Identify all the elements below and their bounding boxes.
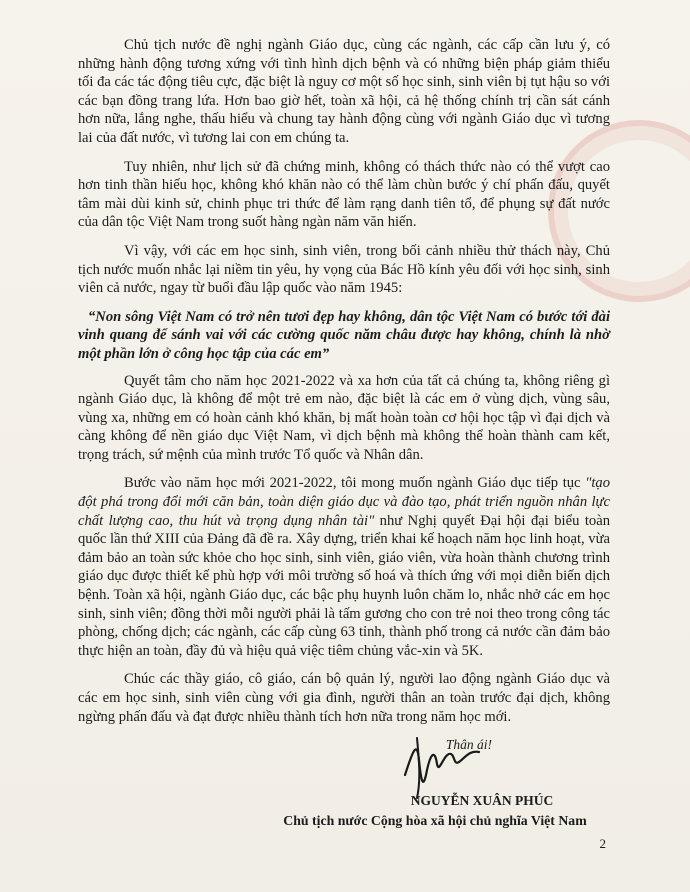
paragraph-6: Chúc các thầy giáo, cô giáo, cán bộ quản lý, người lao động ngành Giáo dục và các em học sinh, sinh viên cùng với gia đình, người thân an toàn trước đại dịch, không ngừng phấn đấu và đạt được nhiều thành tích hơn nữa trong năm học mới.: [78, 671, 610, 725]
paragraph-1: Chủ tịch nước đề nghị ngành Giáo dục, cùng các ngành, các cấp cần lưu ý, có những hành động tương xứng với tình hình dịch bệnh và có những biện pháp giảm thiểu tối đa các tác động tiêu cực, đặc biệt là nguy cơ một số học sinh, sinh viên bị tụt hậu so với các bạn đồng trang lứa. Hơn bao giờ hết, toàn xã hội, cả hệ thống chính trị cần sát cánh hơn nữa, lắng nghe, thấu hiểu và chung tay hành động cùng với ngành Giáo dục vì tương lai của đất nước, vì tương lai con em chúng ta.: [78, 37, 610, 146]
paragraph-5-intro: Bước vào năm học mới 2021-2022, tôi mong muốn ngành Giáo dục tiếp tục: [124, 475, 586, 492]
page-number: 2: [599, 836, 606, 851]
closing-greeting: Thân ái!: [445, 737, 492, 753]
handwritten-signature: [395, 730, 485, 800]
paragraph-5: [78, 474, 610, 660]
resolution-quote: "tạo đột phá trong đổi mới căn bản, toàn diện giáo dục và đào tạo, phát triển nguồn nhân lực chất lượng cao, thu hút và trọng dụng nhân tài": [78, 475, 610, 529]
paragraph-5-rest: như Nghị quyết Đại hội đại biểu toàn quốc lần thứ XIII của Đảng đã đề ra. Xây dựng, triển khai kế hoạch năm học linh hoạt, vừa đảm bảo an toàn sức khỏe cho học sinh, sinh viên, giáo viên, vừa hoàn thành chương trình giáo dục được thiết kế phù hợp với môi trường số hoá và thích ứng với mọi diễn biến dịch bệnh. Toàn xã hội, ngành Giáo dục, các bậc phụ huynh luôn chăm lo, nhắc nhở các em học sinh, sinh viên; đồng thời mỗi người phải là tấm gương cho con trẻ noi theo trong công tác phòng, chống dịch; các ngành, các cấp cùng 63 tỉnh, thành phố trong cả nước cần đảm bảo thực hiện an toàn, đầy đủ và hiệu quả việc tiêm chủng vắc-xin và 5K.: [78, 512, 610, 659]
signer-name: NGUYỄN XUÂN PHÚC: [410, 793, 554, 808]
paragraph-3: Vì vậy, với các em học sinh, sinh viên, trong bối cảnh nhiều thử thách này, Chủ tịch nước muốn nhắc lại niềm tin yêu, hy vọng của Bác Hồ kính yêu đối với học sinh, sinh viên cả nước, ngay từ buổi đầu lập quốc vào năm 1945:: [78, 242, 610, 297]
signer-title: Chủ tịch nước Cộng hòa xã hội chủ nghĩa Việt Nam: [283, 813, 587, 828]
letter-body: [78, 36, 610, 755]
paragraph-2: Tuy nhiên, như lịch sử đã chứng minh, không có thách thức nào có thể vượt cao hơn tinh thần hiếu học, không khó khăn nào có thể làm chùn bước ý chí phấn đấu, quyết tâm mài dùi kinh sử, chinh phục tri thức để làm rạng danh tiên tổ, để phụng sự đất nước của dân tộc Việt Nam trong suốt hàng ngàn năm văn hiến.: [78, 158, 610, 231]
ho-chi-minh-quote: “Non sông Việt Nam có trở nên tươi đẹp hay không, dân tộc Việt Nam có bước tới đài vinh quang để sánh vai với các cường quốc năm châu được hay không, chính là nhờ một phần lớn ở công học tập của các em”: [78, 308, 610, 362]
paragraph-4: Quyết tâm cho năm học 2021-2022 và xa hơn của tất cả chúng ta, không riêng gì ngành Giáo dục, là không để một trẻ em nào, đặc biệt là các em ở vùng dịch, vùng sâu, vùng xa, những em có hoàn cảnh khó khăn, bị mất hoàn toàn cơ hội học tập vì đại dịch và càng không để nền giáo dục Việt Nam, vì dịch bệnh mà không thể hoàn thành cam kết, trọng trách, sứ mệnh của mình trước Tổ quốc và Nhân dân.: [78, 372, 610, 463]
